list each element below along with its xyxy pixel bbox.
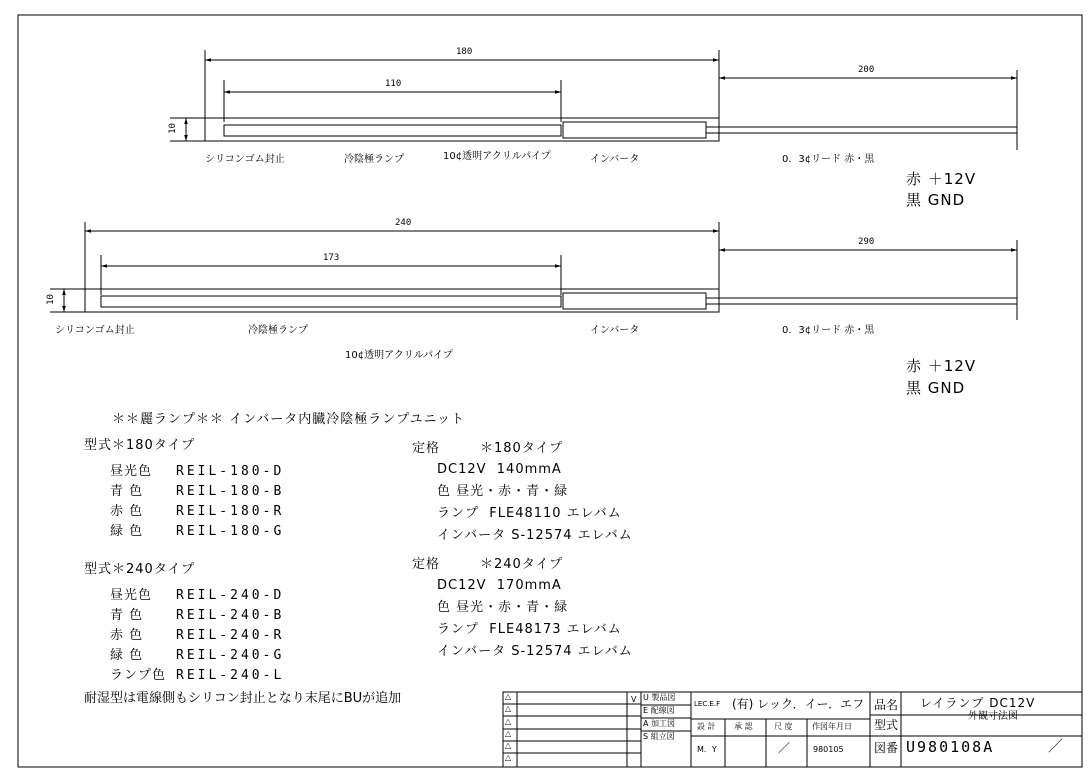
revision-mark: △ <box>505 716 512 726</box>
label-180-seal: シリコンゴム封止 <box>205 154 285 165</box>
rating-180-lines <box>437 463 633 551</box>
label-model: 型式 <box>874 718 899 732</box>
model-color: 赤 色 <box>110 628 144 643</box>
col-design: 設 計 <box>697 722 716 731</box>
dim-180-lead: 200 <box>858 65 875 75</box>
drawing-date: 980105 <box>813 745 844 754</box>
model-row <box>110 666 284 686</box>
model-color: 昼光色 <box>110 464 153 479</box>
model-color: 昼光色 <box>110 588 153 603</box>
model-color: 緑 色 <box>110 648 144 663</box>
doc-type: S 組立図 <box>643 732 675 741</box>
product-title: ＊＊麗ランプ＊＊ インバータ内臓冷陰極ランプユニット <box>112 412 466 427</box>
rating-180-type: ＊180タイプ <box>480 441 564 456</box>
label-180-lamp: 冷陰極ランプ <box>344 154 404 165</box>
model-code: REIL-180-G <box>176 524 285 539</box>
rating-line: インバータ S-12574 エレバム <box>437 644 633 659</box>
revision-mark: △ <box>505 753 512 763</box>
model-row <box>110 502 284 522</box>
wire-180-black: 黒 GND <box>906 191 966 209</box>
humidity-note: 耐湿型は電線側もシリコン封止となり末尾にBUが追加 <box>84 691 402 706</box>
dim-240-total: 240 <box>395 218 412 228</box>
product-subtitle: 外観寸法図 <box>968 711 1018 722</box>
revision-mark: △ <box>505 728 512 738</box>
label-240-inverter: インバータ <box>590 325 640 336</box>
model-color: 赤 色 <box>110 504 144 519</box>
model-code: REIL-180-B <box>176 484 285 499</box>
revision-mark: △ <box>505 692 512 701</box>
rating-line: DC12V 140mmA <box>437 462 562 477</box>
models-180-list <box>110 462 284 542</box>
lamp-180-drawing <box>167 47 1017 150</box>
model-color: ランプ色 <box>110 668 167 683</box>
doc-types <box>643 694 675 746</box>
designer: M．Y <box>697 745 717 754</box>
label-drawing-no: 図番 <box>874 741 899 755</box>
col-date: 作図年月日 <box>812 722 852 731</box>
model-color: 青 色 <box>110 608 144 623</box>
doc-type: U 製品図 <box>643 693 676 702</box>
wire-180-red: 赤 ＋12V <box>906 170 977 188</box>
col-scale: 尺 度 <box>774 722 793 731</box>
rating-line: DC12V 170mmA <box>437 578 562 593</box>
rating-line: ランプ FLE48110 エレバム <box>437 506 622 521</box>
revision-mark: △ <box>505 704 512 714</box>
rating-240-header: 定格 <box>412 557 441 572</box>
wire-240-black: 黒 GND <box>906 379 966 397</box>
rating-180-header: 定格 <box>412 441 441 456</box>
drawing-suffix: ／ <box>1048 737 1064 755</box>
label-240-tube: 10¢透明アクリルパイプ <box>345 350 453 361</box>
models-240-header: 型式＊240タイプ <box>84 562 196 577</box>
dim-180-height: 10 <box>167 123 178 134</box>
rating-line: インバータ S-12574 エレバム <box>437 528 633 543</box>
rating-240-lines <box>437 579 633 667</box>
model-row <box>110 482 284 502</box>
model-code: REIL-240-R <box>176 628 285 643</box>
label-180-inverter: インバータ <box>590 154 640 165</box>
model-code: REIL-240-L <box>176 668 285 683</box>
model-row <box>110 522 284 542</box>
model-code: REIL-240-D <box>176 588 285 603</box>
revision-mark: △ <box>505 741 512 751</box>
models-180-header: 型式＊180タイプ <box>84 438 196 453</box>
wire-240-red: 赤 ＋12V <box>906 357 977 375</box>
label-180-lead: 0．3¢リード 赤・黒 <box>782 154 875 165</box>
dim-240-height: 10 <box>45 294 56 305</box>
model-row <box>110 646 284 666</box>
company-name: (有) レック．イー．エフ <box>732 697 865 711</box>
rating-line: ランプ FLE48173 エレバム <box>437 622 622 637</box>
model-code: REIL-240-G <box>176 648 285 663</box>
dim-180-lamp: 110 <box>385 79 402 89</box>
scale-value: ／ <box>778 741 791 755</box>
model-code: REIL-180-R <box>176 504 285 519</box>
rating-line: 色 昼光・赤・青・緑 <box>437 484 569 499</box>
model-row <box>110 626 284 646</box>
doc-type: A 加工図 <box>643 719 676 728</box>
dim-240-lead: 290 <box>858 237 875 247</box>
label-product-name: 品名 <box>874 698 899 712</box>
model-row <box>110 462 284 482</box>
model-color: 青 色 <box>110 484 144 499</box>
label-240-lead: 0．3¢リード 赤・黒 <box>782 325 875 336</box>
label-240-lamp: 冷陰極ランプ <box>248 325 308 336</box>
revision-marks <box>505 693 511 767</box>
label-240-seal: シリコンゴム封止 <box>55 325 135 336</box>
dim-240-lamp: 173 <box>323 253 340 263</box>
model-color: 緑 色 <box>110 524 144 539</box>
dim-180-total: 180 <box>456 47 473 57</box>
drawing-number: U980108A <box>906 738 995 756</box>
label-180-tube: 10¢透明アクリルパイプ <box>443 151 551 162</box>
rating-line: 色 昼光・赤・青・緑 <box>437 600 569 615</box>
doc-type: E 配線図 <box>643 706 675 715</box>
company-code: LEC.E.F <box>694 700 721 708</box>
model-code: REIL-180-D <box>176 464 285 479</box>
col-approve: 承 認 <box>734 722 753 731</box>
model-row <box>110 606 284 626</box>
product-name: レイランプ DC12V <box>920 696 1036 710</box>
model-row <box>110 586 284 606</box>
rating-240-type: ＊240タイプ <box>480 557 564 572</box>
models-240-list <box>110 586 284 686</box>
doc-type-mark: V <box>631 695 637 704</box>
model-code: REIL-240-B <box>176 608 285 623</box>
